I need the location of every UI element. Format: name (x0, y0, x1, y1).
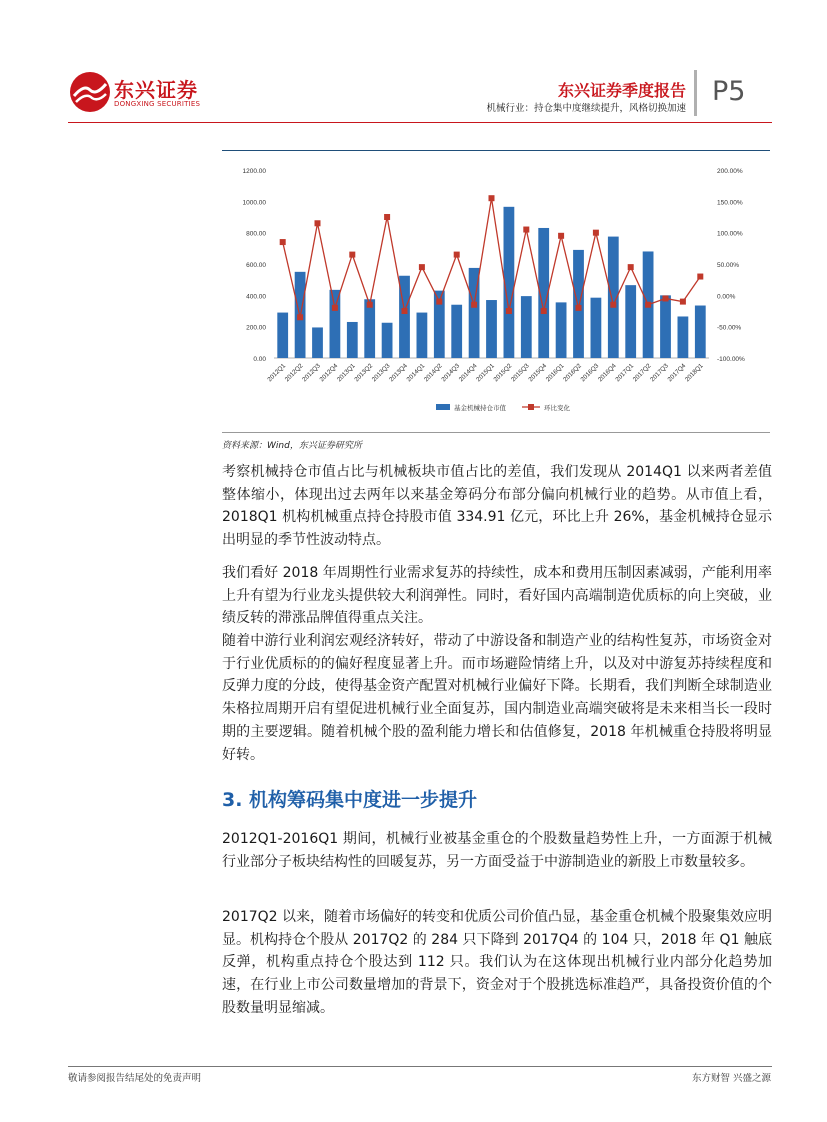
line-point (645, 302, 651, 308)
x-tick-label: 2013Q1 (335, 362, 357, 384)
x-tick-label: 2015Q2 (492, 362, 514, 384)
legend-line-label: 环比变化 (544, 404, 570, 412)
line-point (489, 195, 495, 201)
x-tick-label: 2014Q4 (457, 362, 479, 384)
bar (678, 316, 689, 358)
x-tick-label: 2016Q2 (562, 362, 583, 384)
line-point (349, 252, 355, 258)
bar (591, 298, 602, 358)
x-tick-label: 2015Q1 (475, 362, 496, 384)
bar (451, 305, 462, 358)
logo-name-en: DONGXING SECURITIES (114, 100, 201, 108)
x-tick-label: 2013Q2 (353, 362, 375, 384)
paragraph-4: 2012Q1-2016Q1 期间，机械行业被基金重仓的个股数量趋势性上升，一方面源于机械行业部分子板块结构性的回暖复苏，另一方面受益于中游制造业的新股上市数量较多。 (222, 831, 772, 870)
header-rule (68, 122, 772, 123)
bar (277, 313, 288, 358)
page-number: P5 (712, 76, 746, 107)
logo-name-cn: 东兴证券 (114, 78, 198, 102)
bar (364, 299, 375, 358)
legend-bar-swatch (436, 404, 450, 410)
bar (660, 295, 671, 358)
y-right-tick-label: -100.00% (717, 356, 745, 363)
section-heading: 3. 机构筹码集中度进一步提升 (222, 789, 478, 811)
x-tick-label: 2015Q3 (509, 362, 531, 384)
line-point (367, 302, 373, 308)
line-point (628, 264, 634, 270)
header-divider (694, 70, 697, 116)
line-point (384, 214, 390, 220)
report-subtitle: 机械行业：持仓集中度继续提升，风格切换加速 (486, 103, 686, 114)
line-point (523, 227, 529, 233)
line-point (436, 299, 442, 305)
chart-source: 资料来源：Wind，东兴证券研究所 (222, 441, 362, 451)
line-point (558, 233, 564, 239)
x-tick-label: 2017Q2 (631, 362, 653, 384)
x-tick-label: 2016Q3 (579, 362, 601, 384)
y-left-tick-label: 1200.00 (242, 168, 266, 175)
bar (417, 313, 428, 358)
x-tick-label: 2012Q3 (301, 362, 322, 384)
line-point (454, 252, 460, 258)
y-right-tick-label: 0.00% (717, 293, 736, 301)
y-left-tick-label: 600.00 (246, 262, 266, 269)
x-tick-label: 2017Q1 (614, 362, 636, 384)
x-tick-label: 2015Q4 (527, 362, 549, 384)
y-left-tick-label: 400.00 (246, 293, 266, 301)
footer-disclaimer: 敬请参阅报告结尾处的免责声明 (68, 1073, 202, 1084)
x-tick-label: 2012Q1 (266, 362, 288, 384)
bar (625, 285, 636, 358)
x-tick-label: 2012Q2 (283, 362, 305, 384)
x-tick-label: 2014Q1 (405, 362, 427, 384)
holdings-chart (222, 152, 770, 428)
x-tick-label: 2016Q1 (544, 362, 566, 384)
line-point (576, 305, 582, 311)
y-left-tick-label: 200.00 (246, 324, 266, 332)
line-point (506, 308, 512, 314)
line-point (610, 302, 616, 308)
footer-slogan: 东方财智 兴盛之源 (691, 1073, 771, 1084)
y-right-tick-label: 150.00% (717, 199, 743, 207)
bar (312, 327, 323, 358)
line-point (297, 314, 303, 320)
line-point (315, 220, 321, 226)
x-tick-label: 2013Q3 (370, 362, 392, 384)
x-tick-label: 2014Q3 (440, 362, 462, 384)
line-point (541, 308, 547, 314)
line-point (419, 264, 425, 270)
paragraph-1: 考察机械持仓市值占比与机械板块市值占比的差值，我们发现从 2014Q1 以来两者差值整体缩小，体现出过去两年以来基金筹码分布部分偏向机械行业的趋势。从市值上看，2018Q1 机构机械重点持仓持股市值 334.91 亿元，环比上升 26%，基金机械持仓显示出明显的季节性波动特点。 (222, 464, 772, 549)
chart-top-rule (222, 150, 770, 151)
x-tick-label: 2013Q4 (388, 362, 409, 384)
y-left-tick-label: 1000.00 (242, 199, 266, 207)
footer-rule (68, 1066, 772, 1067)
bar (347, 322, 358, 358)
x-tick-label: 2017Q4 (666, 362, 688, 384)
x-tick-label: 2018Q1 (683, 362, 705, 384)
line-point (593, 230, 599, 236)
company-logo (68, 70, 208, 116)
line-point (402, 308, 408, 314)
bar (330, 290, 341, 358)
x-tick-label: 2012Q4 (318, 362, 340, 384)
bar (382, 323, 393, 358)
y-right-tick-label: 50.00% (717, 262, 740, 269)
x-tick-label: 2016Q4 (596, 362, 618, 384)
y-right-tick-label: 100.00% (717, 230, 743, 238)
source-rule (222, 432, 770, 433)
paragraph-2: 我们看好 2018 年周期性行业需求复苏的持续性，成本和费用压制因素减弱，产能利用率上升有望为行业龙头提供较大利润弹性。同时，看好国内高端制造优质标的向上突破，业绩反转的滞涨品牌值得重点关注。 (222, 565, 772, 627)
y-right-tick-label: 200.00% (717, 168, 743, 175)
y-left-tick-label: 800.00 (246, 230, 266, 238)
y-right-tick-label: -50.00% (717, 324, 742, 332)
logo-emblem-icon (68, 70, 112, 114)
legend-line-marker (528, 404, 534, 410)
line-series (283, 198, 701, 317)
paragraph-3: 随着中游行业利润宏观经济转好，带动了中游设备和制造产业的结构性复苏，市场资金对于行业优质标的的偏好程度显著上升。而市场避险情绪上升，以及对中游复苏持续程度和反弹力度的分歧，使得基金资产配置对机械行业偏好下降。长期看，我们判断全球制造业朱格拉周期开启有望促进机械行业全面复苏，国内制造业高端突破将是未来相当长一段时期的主要逻辑。随着机械个股的盈利能力增长和估值修复，2018 年机械重仓持股将明显好转。 (222, 633, 772, 763)
x-tick-label: 2014Q2 (422, 362, 444, 384)
bar (695, 306, 706, 358)
x-tick-label: 2017Q3 (649, 362, 670, 384)
report-title: 东兴证券季度报告 (557, 81, 686, 100)
bar (556, 302, 567, 358)
line-point (471, 302, 477, 308)
bar (486, 300, 497, 358)
bar (573, 250, 584, 358)
line-point (680, 299, 686, 305)
legend-bar-label: 基金机械持仓市值 (454, 404, 506, 412)
line-point (663, 295, 669, 301)
paragraph-5: 2017Q2 以来，随着市场偏好的转变和优质公司价值凸显，基金重仓机械个股聚集效应明显。机构持仓个股从 2017Q2 的 284 只下降到 2017Q4 的 104 只，2018 年 Q1 触底反弹，机构重点持仓个股达到 112 只。我们认为在这体现出机械行业内部分化趋势加速，在行业上市公司数量增加的背景下，资金对于个股挑选标准趋严，具备投资价值的个股数量明显缩减。 (222, 909, 773, 1016)
bar (521, 296, 532, 358)
line-point (332, 305, 338, 311)
line-point (280, 239, 286, 245)
y-left-tick-label: 0.00 (253, 356, 266, 363)
line-point (697, 274, 703, 280)
